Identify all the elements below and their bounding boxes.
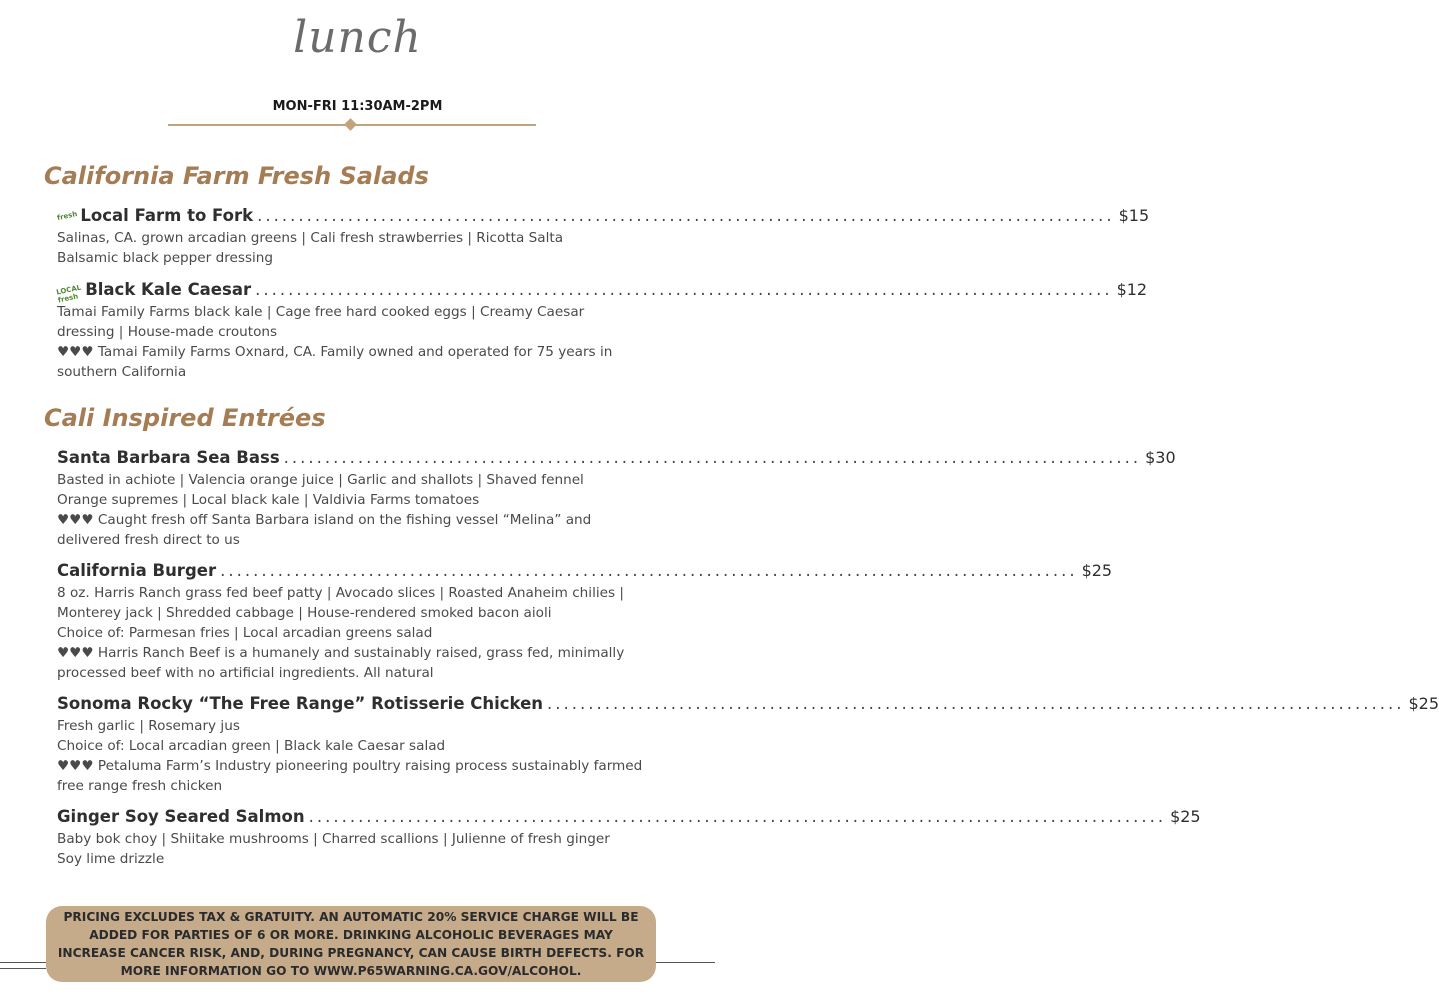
local-fresh-badge-icon: LOCAL fresh xyxy=(55,283,82,305)
item-name: Sonoma Rocky “The Free Range” Rotisserie Chicken xyxy=(57,694,544,713)
menu-item xyxy=(57,448,1176,550)
frame-line-left-lower xyxy=(0,968,46,969)
item-description: Basted in achiote | Valencia orange juice | Garlic and shallots | Shaved fennel xyxy=(57,472,584,488)
menu-item xyxy=(56,206,1150,268)
item-price: $12 xyxy=(1116,280,1148,299)
item-note: southern California xyxy=(57,364,187,380)
item-description: Monterey jack | Shredded cabbage | House-rendered smoked bacon aioli xyxy=(57,605,552,621)
item-price: $25 xyxy=(1408,694,1439,713)
item-description: Soy lime drizzle xyxy=(57,851,165,867)
menu-item xyxy=(55,280,1148,382)
item-name: Ginger Soy Seared Salmon xyxy=(57,807,305,826)
dot-leader: ........................................................................................................ xyxy=(547,694,1405,713)
item-description: Tamai Family Farms black kale | Cage free hard cooked eggs | Creamy Caesar xyxy=(57,304,585,320)
menu-item xyxy=(57,561,1113,683)
service-hours: MON-FRI 11:30AM-2PM xyxy=(272,99,443,114)
item-name: Santa Barbara Sea Bass xyxy=(57,448,280,467)
divider-diamond-ornament xyxy=(344,118,357,131)
legal-notice-box xyxy=(46,906,656,982)
item-name: Local Farm to Fork xyxy=(80,206,254,225)
item-description: Fresh garlic | Rosemary jus xyxy=(57,718,240,734)
item-note: delivered fresh direct to us xyxy=(57,532,240,548)
frame-line-right xyxy=(656,962,715,963)
legal-notice-text: PRICING EXCLUDES TAX & GRATUITY. AN AUTOMATIC 20% SERVICE CHARGE WILL BE ADDED FOR PARTIES OF 6 OR MORE. DRINKING ALCOHOLIC BEVERAGES MAY INCREASE CANCER RISK, AND, DURING PREGNANCY, CAN CAUSE BIRTH DEFECTS. FOR MORE INFORMATION GO TO WWW.P65WARNING.CA.GOV/ALCOHOL. xyxy=(57,910,645,978)
item-description: Choice of: Local arcadian green | Black kale Caesar salad xyxy=(57,738,446,754)
item-price: $30 xyxy=(1145,448,1176,467)
item-description: dressing | House-made croutons xyxy=(57,324,278,340)
item-note: free range fresh chicken xyxy=(57,778,223,794)
item-description: 8 oz. Harris Ranch grass fed beef patty | Avocado slices | Roasted Anaheim chilies | xyxy=(57,585,624,601)
item-description: Salinas, CA. grown arcadian greens | Cali fresh strawberries | Ricotta Salta xyxy=(57,230,564,246)
item-name: Black Kale Caesar xyxy=(85,280,252,299)
item-description: Baby bok choy | Shiitake mushrooms | Charred scallions | Julienne of fresh ginger xyxy=(57,831,610,847)
item-description: Choice of: Parmesan fries | Local arcadian greens salad xyxy=(57,625,433,641)
item-note: ♥♥♥ Harris Ranch Beef is a humanely and sustainably raised, grass fed, minimally xyxy=(57,645,625,661)
section-heading-entrees: Cali Inspired Entrées xyxy=(44,404,326,432)
dot-leader: ........................................................................................................ xyxy=(283,448,1142,467)
menu-title: lunch xyxy=(293,12,422,63)
item-price: $25 xyxy=(1170,807,1201,826)
menu-item xyxy=(57,807,1201,869)
frame-line-left xyxy=(0,962,46,963)
item-description: Balsamic black pepper dressing xyxy=(57,250,274,266)
dot-leader: ........................................................................................................ xyxy=(257,206,1115,225)
dot-leader: ........................................................................................................ xyxy=(220,561,1078,580)
item-price: $25 xyxy=(1081,561,1113,580)
item-price: $15 xyxy=(1118,206,1150,225)
item-note: ♥♥♥ Tamai Family Farms Oxnard, CA. Family owned and operated for 75 years in xyxy=(57,344,613,360)
section-heading-salads: California Farm Fresh Salads xyxy=(44,162,429,190)
item-note: ♥♥♥ Caught fresh off Santa Barbara island on the fishing vessel “Melina” and xyxy=(57,512,592,528)
dot-leader: ........................................................................................................ xyxy=(308,807,1167,826)
item-note: ♥♥♥ Petaluma Farm’s Industry pioneering poultry raising process sustainably farmed xyxy=(57,758,643,774)
dot-leader: ........................................................................................................ xyxy=(255,280,1113,299)
item-note: processed beef with no artificial ingredients. All natural xyxy=(57,665,434,681)
item-description: Orange supremes | Local black kale | Valdivia Farms tomatoes xyxy=(57,492,480,508)
item-name: California Burger xyxy=(57,561,217,580)
menu-item xyxy=(57,694,1439,796)
fresh-badge-icon: fresh xyxy=(56,209,79,223)
